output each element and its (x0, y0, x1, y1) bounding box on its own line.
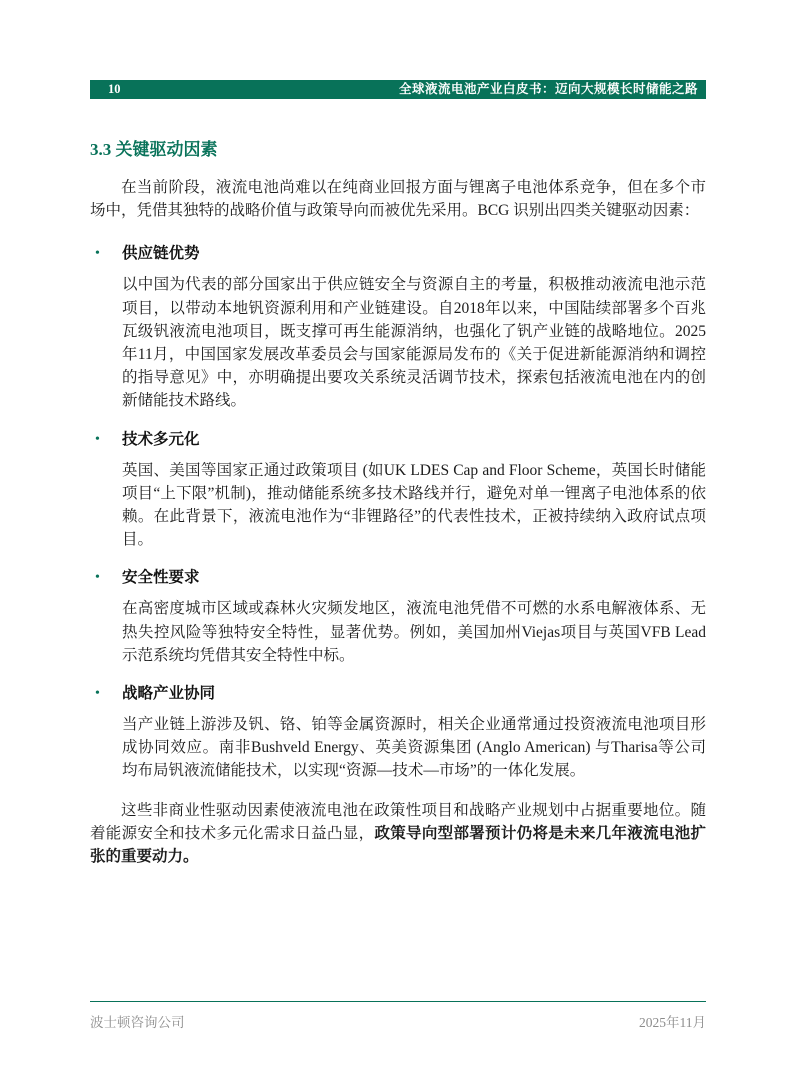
bullet-heading: 安全性要求 (122, 569, 200, 587)
bullet-list (90, 242, 706, 782)
bullet-icon: • (95, 570, 100, 586)
footer-company: 波士顿咨询公司 (90, 1015, 185, 1030)
closing-paragraph (90, 799, 706, 869)
page-number: 10 (108, 82, 121, 96)
page-content (90, 130, 706, 868)
bullet-item-supply-chain (90, 242, 706, 412)
bullet-item-industry-synergy (90, 682, 706, 783)
page-footer (90, 1001, 706, 1031)
closing-text: 这些非商业性驱动因素使液流电池在政策性项目和战略产业规划中占据重要地位。随着能源安全和技术多元化需求日益凸显， (90, 801, 706, 842)
bullet-body: 当产业链上游涉及钒、铬、铂等金属资源时，相关企业通常通过投资液流电池项目形成协同效应。南非Bushveld Energy、英美资源集团 (Anglo American) 与Tharisa等公司均布局钒液流储能技术，以实现“资源—技术—市场”的一体化发展。 (122, 716, 706, 780)
section-heading: 3.3 关键驱动因素 (90, 140, 218, 159)
bullet-icon: • (95, 686, 100, 702)
bullet-icon: • (95, 246, 100, 262)
bullet-body: 英国、美国等国家正通过政策项目 (如UK LDES Cap and Floor Scheme，英国长时储能项目“上下限”机制)，推动储能系统多技术路线并行，避免对单一锂离子电池体系的依赖。在此背景下，液流电池作为“非锂路径”的代表性技术，正被持续纳入政府试点项目。 (122, 461, 706, 549)
bullet-item-safety (90, 566, 706, 667)
footer-date: 2025年11月 (639, 1015, 706, 1030)
document-title: 全球液流电池产业白皮书：迈向大规模长时储能之路 (398, 82, 698, 96)
closing-bold-text: 政策导向型部署预计仍将是未来几年液流电池扩张的重要动力。 (90, 824, 706, 866)
bullet-body: 以中国为代表的部分国家出于供应链安全与资源自主的考量，积极推动液流电池示范项目，以带动本地钒资源利用和产业链建设。自2018年以来，中国陆续部署多个百兆瓦级钒液流电池项目，既支撑可再生能源消纳，也强化了钒产业链的战略地位。2025年11月，中国国家发展改革委员会与国家能源局发布的《关于促进新能源消纳和调控的指导意见》中，亦明确提出要攻关系统灵活调节技术，探索包括液流电池在内的创新储能技术路线。 (122, 276, 706, 410)
bullet-heading: 技术多元化 (122, 430, 200, 448)
bullet-heading: 战略产业协同 (122, 685, 216, 703)
bullet-body: 在高密度城市区域或森林火灾频发地区，液流电池凭借不可燃的水系电解液体系、无热失控风险等独特安全特性，显著优势。例如，美国加州Viejas项目与英国VFB Lead示范系统均凭借其安全特性中标。 (122, 600, 706, 664)
bullet-item-tech-diversity (90, 428, 706, 552)
bullet-icon: • (95, 431, 100, 447)
bullet-heading: 供应链优势 (122, 245, 200, 263)
page-header-bar (90, 80, 706, 99)
intro-paragraph: 在当前阶段，液流电池尚难以在纯商业回报方面与锂离子电池体系竞争，但在多个市场中，凭借其独特的战略价值与政策导向而被优先采用。BCG 识别出四类关键驱动因素： (90, 179, 706, 220)
